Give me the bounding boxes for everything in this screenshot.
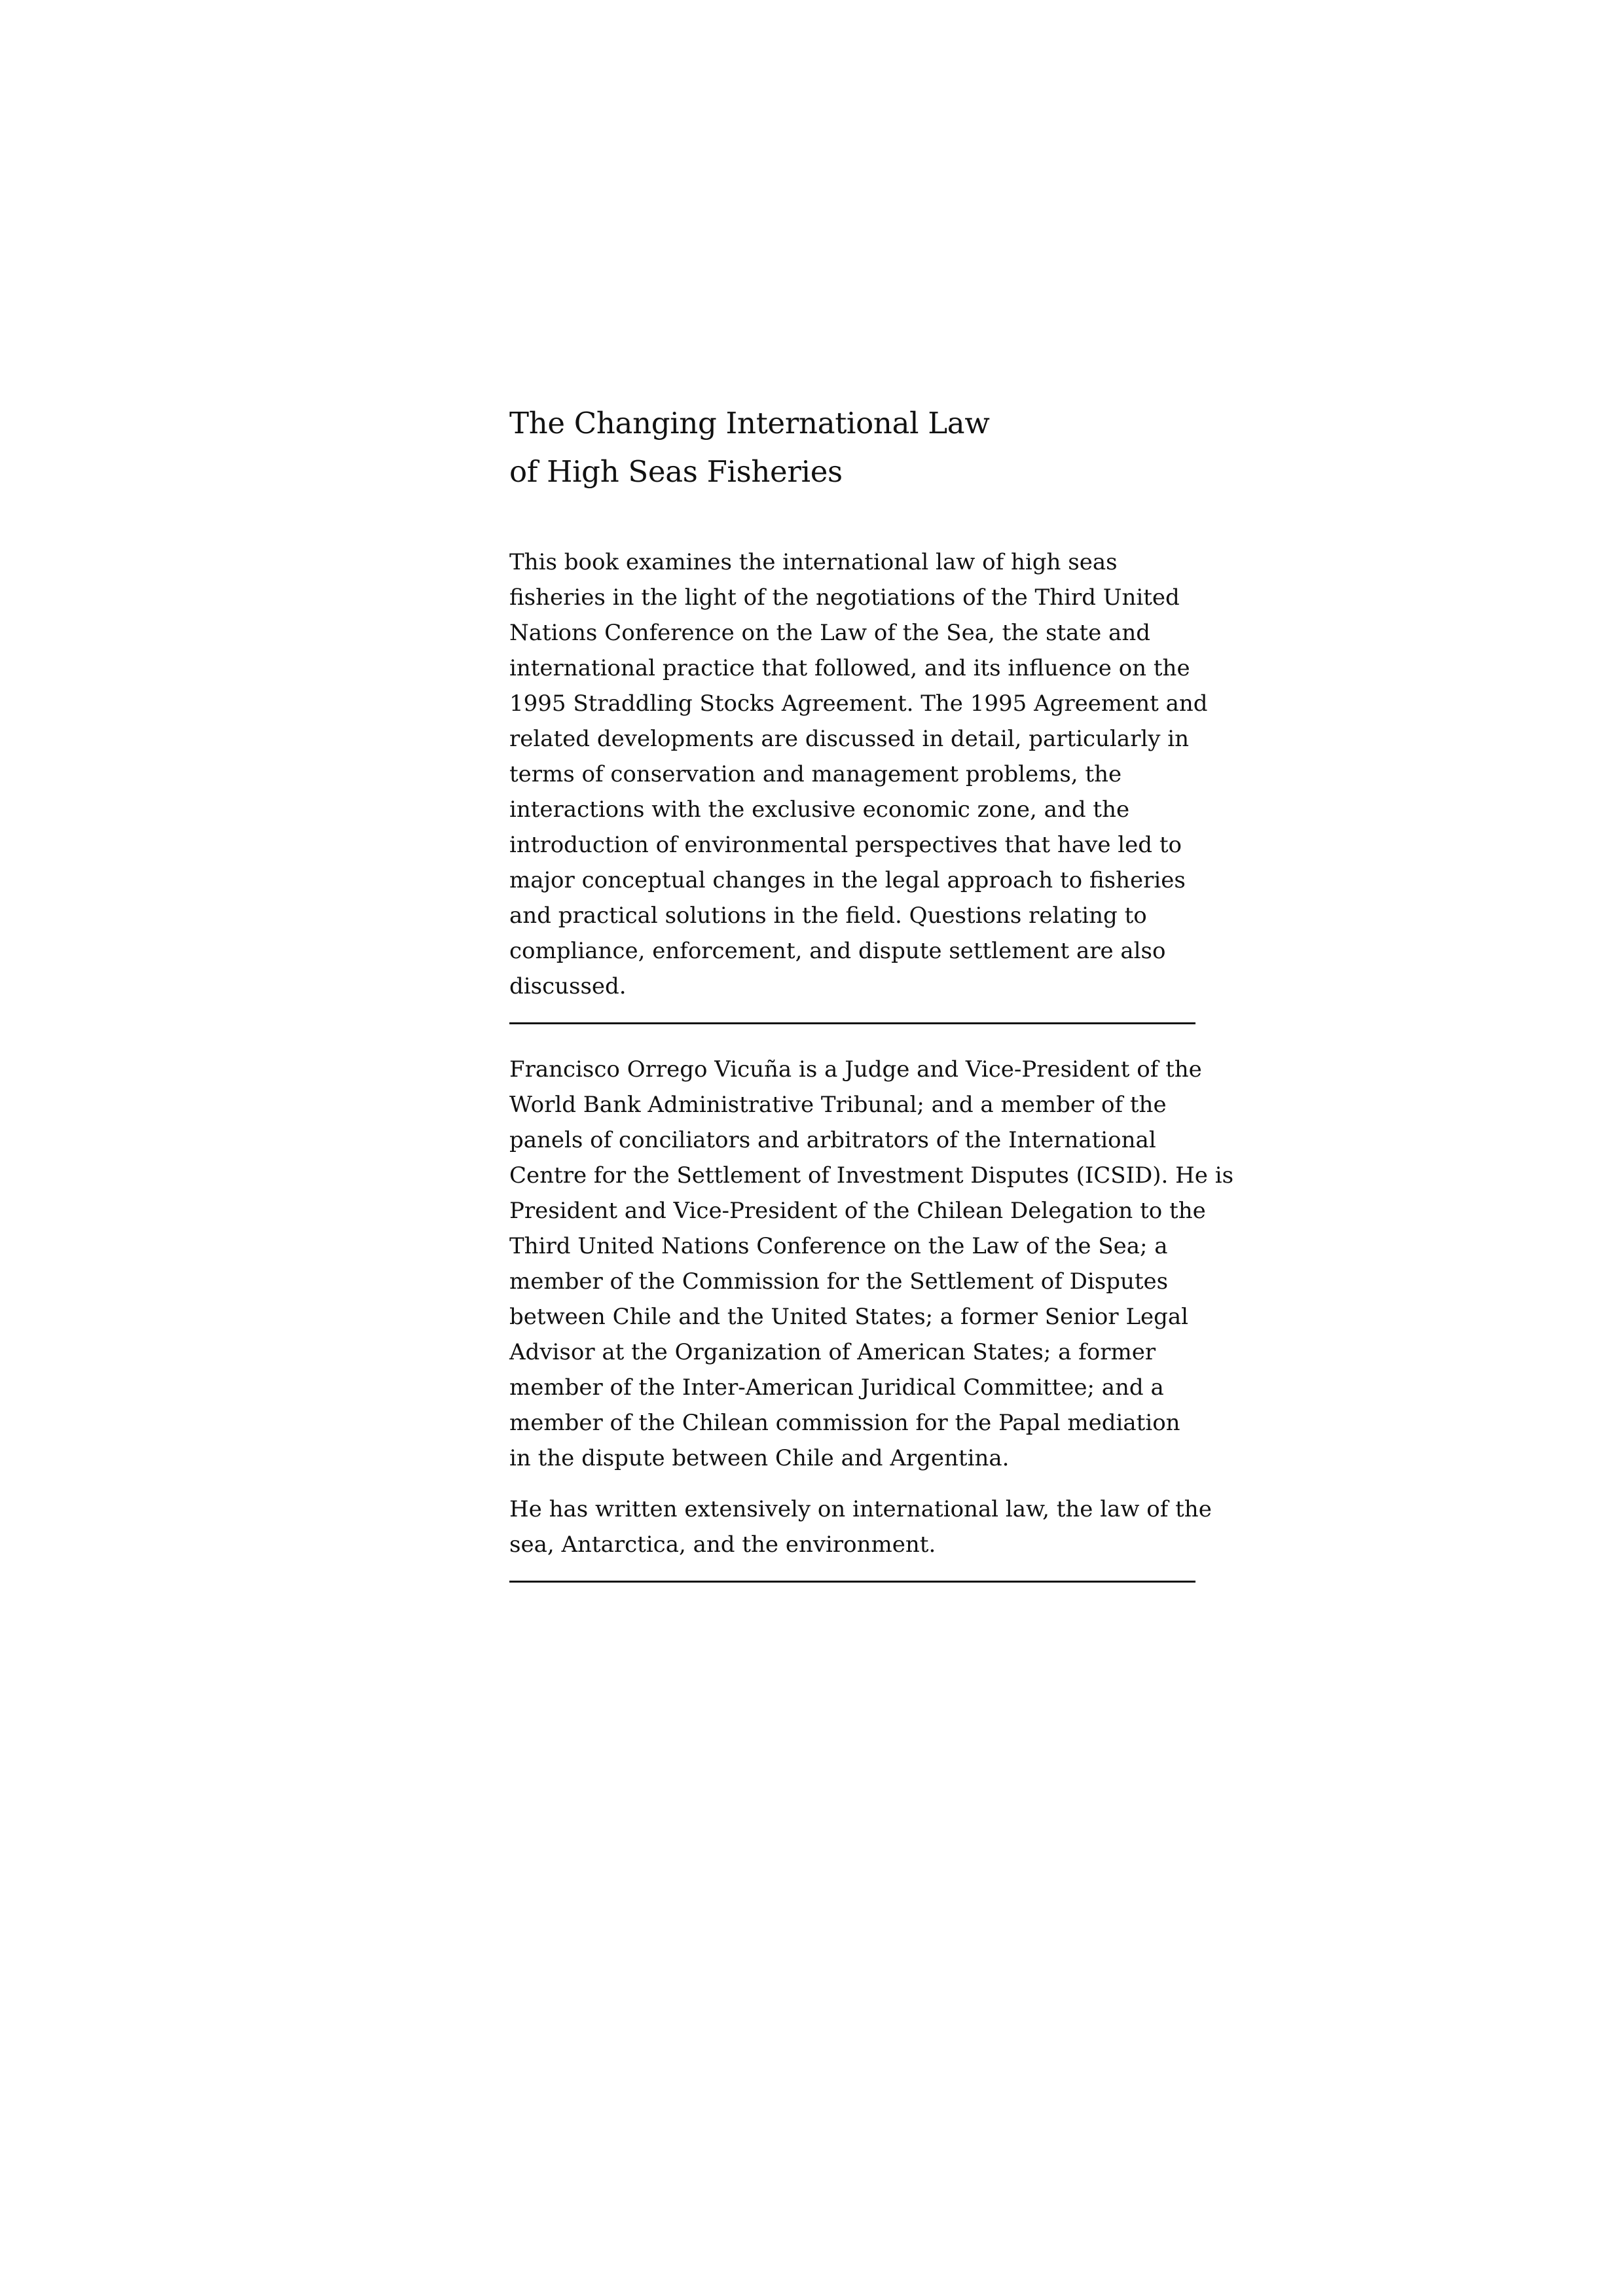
- description-line: introduction of environmental perspectives that have led to: [509, 832, 1182, 858]
- section-divider: [509, 1581, 1195, 1583]
- description-line: discussed.: [509, 973, 627, 999]
- description-line: related developments are discussed in detail, particularly in: [509, 726, 1190, 752]
- description-line: international practice that followed, and its influence on the: [509, 655, 1190, 681]
- blurb-column: [509, 399, 1234, 1583]
- description-line: compliance, enforcement, and dispute settlement are also: [509, 938, 1166, 964]
- author-bio-line: panels of conciliators and arbitrators of the International: [509, 1127, 1156, 1153]
- author-bio-line: World Bank Administrative Tribunal; and a member of the: [509, 1092, 1167, 1118]
- author-bio-line: Advisor at the Organization of American States; a former: [509, 1339, 1156, 1365]
- description-line: fisheries in the light of the negotiations of the Third United: [509, 584, 1180, 611]
- author-bio-line: between Chile and the United States; a former Senior Legal: [509, 1304, 1189, 1330]
- description-line: terms of conservation and management problems, the: [509, 761, 1122, 787]
- author-bio-line: Centre for the Settlement of Investment Disputes (ICSID). He is: [509, 1162, 1234, 1189]
- author-bio-line: sea, Antarctica, and the environment.: [509, 1532, 936, 1558]
- description-line: This book examines the international law of high seas: [509, 549, 1118, 575]
- description-line: 1995 Straddling Stocks Agreement. The 1995 Agreement and: [509, 691, 1208, 717]
- author-bio-line: President and Vice-President of the Chilean Delegation to the: [509, 1198, 1206, 1224]
- description-line: major conceptual changes in the legal approach to fisheries: [509, 867, 1186, 893]
- author-bio-line: member of the Commission for the Settlement of Disputes: [509, 1268, 1169, 1295]
- author-bio-line: in the dispute between Chile and Argentina.: [509, 1445, 1010, 1471]
- author-bio-paragraph: [509, 1052, 1234, 1476]
- book-description: [509, 545, 1208, 1004]
- section-divider: [509, 1022, 1195, 1024]
- author-bio-line: member of the Chilean commission for the Papal mediation: [509, 1410, 1180, 1436]
- book-title-line: of High Seas Fisheries: [509, 454, 843, 489]
- book-title-line: The Changing International Law: [509, 406, 990, 440]
- description-line: interactions with the exclusive economic zone, and the: [509, 797, 1130, 823]
- description-line: and practical solutions in the field. Questions relating to: [509, 903, 1147, 929]
- book-title: [509, 399, 1195, 496]
- description-line: Nations Conference on the Law of the Sea, the state and: [509, 620, 1150, 646]
- author-bio-line: He has written extensively on international law, the law of the: [509, 1496, 1212, 1522]
- author-bio-line: Third United Nations Conference on the Law of the Sea; a: [509, 1233, 1168, 1259]
- author-bio-line: member of the Inter-American Juridical Committee; and a: [509, 1374, 1164, 1401]
- author-bio-line: Francisco Orrego Vicuña is a Judge and Vice-President of the: [509, 1056, 1202, 1083]
- author-bio-paragraph: [509, 1492, 1212, 1562]
